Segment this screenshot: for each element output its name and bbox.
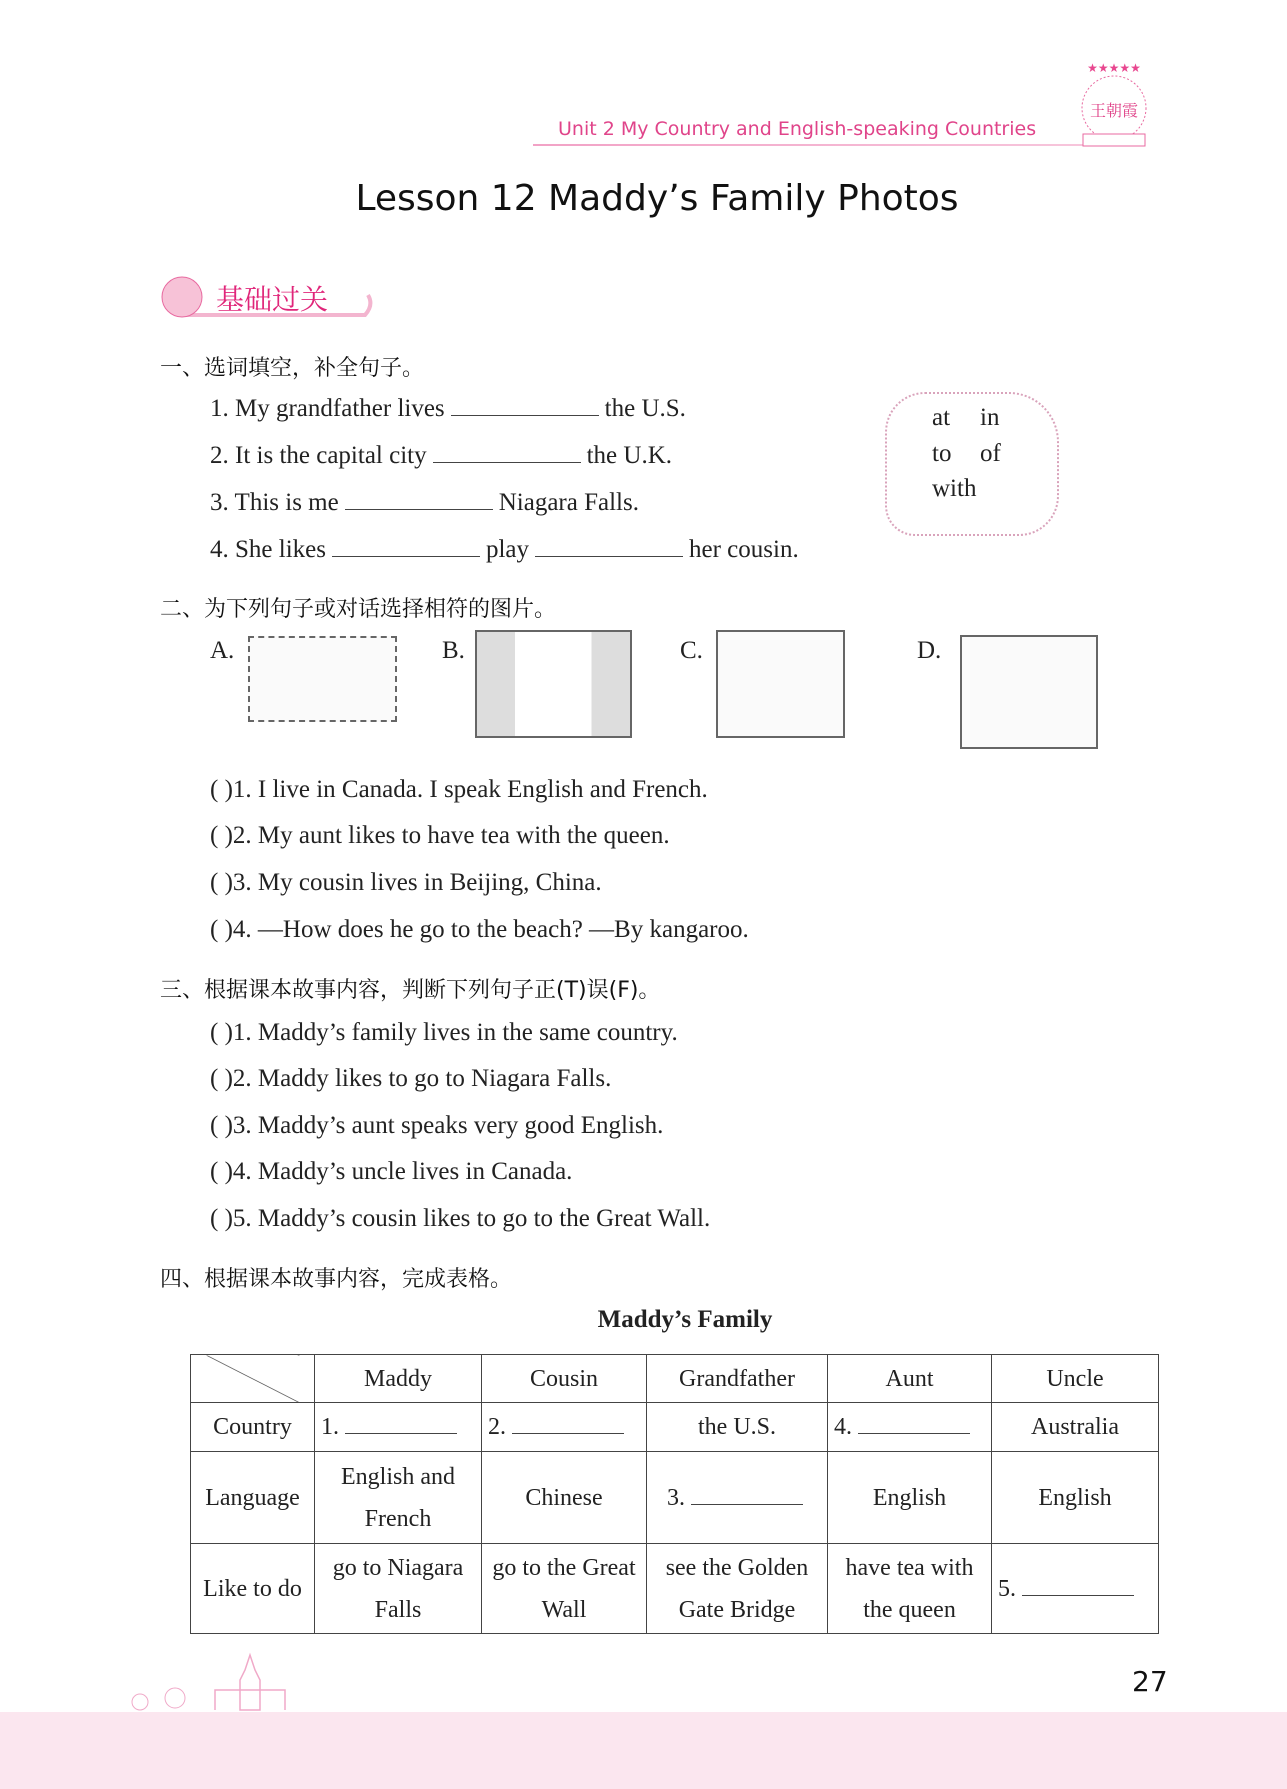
family-table: Maddy Cousin Grandfather Aunt Uncle Country 1. 2. the U.S. 4. Australia Language English and French Chinese 3. English English Like to do go to Niagara Falls go to the Great Wall see the Golden Gate Bridge have tea with the queen 5. bbox=[190, 1354, 1159, 1634]
row-label: Country bbox=[191, 1403, 315, 1452]
s1-item-1: 1. My grandfather lives the U.S. bbox=[210, 395, 686, 422]
table-title: Maddy’s Family bbox=[597, 1306, 773, 1333]
row-label: Like to do bbox=[191, 1544, 315, 1634]
answer-blank[interactable] bbox=[345, 1411, 457, 1434]
cell: the U.S. bbox=[647, 1403, 828, 1452]
col-header: Uncle bbox=[992, 1355, 1159, 1403]
answer-blank[interactable] bbox=[332, 534, 480, 557]
s3-item: ( )3. Maddy’s aunt speaks very good English. bbox=[210, 1112, 664, 1139]
s2-item: ( )1. I live in Canada. I speak English and French. bbox=[210, 776, 708, 803]
section-banner: 基础过关 bbox=[216, 283, 329, 316]
publisher-logo bbox=[1075, 62, 1153, 152]
header-rule bbox=[533, 144, 1093, 146]
answer-blank[interactable] bbox=[433, 440, 581, 463]
unit-header: Unit 2 My Country and English-speaking Countries bbox=[558, 118, 1037, 140]
footer-band bbox=[0, 1712, 1287, 1789]
s3-item: ( )4. Maddy’s uncle lives in Canada. bbox=[210, 1158, 573, 1185]
cell: go to Niagara Falls bbox=[315, 1544, 482, 1634]
answer-blank[interactable] bbox=[512, 1411, 624, 1434]
picture-canada-flag bbox=[475, 630, 632, 738]
cell: Chinese bbox=[482, 1452, 647, 1544]
cell: Australia bbox=[992, 1403, 1159, 1452]
word-bank bbox=[885, 392, 1059, 536]
picture-kangaroo bbox=[716, 630, 845, 738]
cell: English bbox=[828, 1452, 992, 1544]
picture-label-a: A. bbox=[210, 637, 235, 664]
picture-label-b: B. bbox=[442, 637, 465, 664]
section3-heading: 三、根据课本故事内容，判断下列句子正(T)误(F)。 bbox=[160, 978, 661, 1003]
word: with bbox=[932, 475, 977, 502]
picture-tea-queen bbox=[960, 635, 1098, 749]
s3-item: ( )1. Maddy’s family lives in the same country. bbox=[210, 1019, 678, 1046]
col-header: Grandfather bbox=[647, 1355, 828, 1403]
word: of bbox=[980, 440, 1001, 467]
cell: English bbox=[992, 1452, 1159, 1544]
cell: have tea with the queen bbox=[828, 1544, 992, 1634]
word: to bbox=[932, 440, 952, 467]
section2-heading: 二、为下列句子或对话选择相符的图片。 bbox=[160, 597, 557, 622]
picture-label-c: C. bbox=[680, 637, 703, 664]
s2-item: ( )2. My aunt likes to have tea with the queen. bbox=[210, 822, 670, 849]
s1-item-3: 3. This is me Niagara Falls. bbox=[210, 489, 639, 516]
s2-item: ( )3. My cousin lives in Beijing, China. bbox=[210, 869, 602, 896]
col-header: Maddy bbox=[315, 1355, 482, 1403]
answer-blank[interactable] bbox=[451, 393, 599, 416]
word: at bbox=[932, 404, 951, 431]
section4-heading: 四、根据课本故事内容，完成表格。 bbox=[160, 1267, 513, 1292]
col-header: Cousin bbox=[482, 1355, 647, 1403]
cell: see the Golden Gate Bridge bbox=[647, 1544, 828, 1634]
word: in bbox=[980, 404, 1000, 431]
col-header: Aunt bbox=[828, 1355, 992, 1403]
lesson-title: Lesson 12 Maddy’s Family Photos bbox=[355, 178, 959, 219]
svg-text:王朝霞: 王朝霞 bbox=[1089, 101, 1139, 120]
s2-item: ( )4. —How does he go to the beach? —By kangaroo. bbox=[210, 916, 749, 943]
answer-blank[interactable] bbox=[858, 1411, 970, 1434]
answer-blank[interactable] bbox=[1022, 1573, 1134, 1596]
svg-text:★★★★★: ★★★★★ bbox=[1087, 62, 1141, 75]
s3-item: ( )2. Maddy likes to go to Niagara Falls. bbox=[210, 1065, 612, 1092]
s1-item-4: 4. She likes play her cousin. bbox=[210, 536, 799, 563]
page-number: 27 bbox=[1132, 1665, 1168, 1698]
cell: English and French bbox=[315, 1452, 482, 1544]
answer-blank[interactable] bbox=[535, 534, 683, 557]
row-label: Language bbox=[191, 1452, 315, 1544]
section1-heading: 一、选词填空，补全句子。 bbox=[160, 356, 425, 381]
cell: go to the Great Wall bbox=[482, 1544, 647, 1634]
s1-item-2: 2. It is the capital city the U.K. bbox=[210, 442, 673, 469]
picture-label-d: D. bbox=[917, 637, 942, 664]
s3-item: ( )5. Maddy’s cousin likes to go to the Great Wall. bbox=[210, 1205, 711, 1232]
answer-blank[interactable] bbox=[691, 1482, 803, 1505]
corner-cell bbox=[191, 1355, 315, 1403]
answer-blank[interactable] bbox=[345, 487, 493, 510]
picture-great-wall bbox=[248, 636, 397, 722]
castle-decoration-icon bbox=[120, 1650, 400, 1720]
